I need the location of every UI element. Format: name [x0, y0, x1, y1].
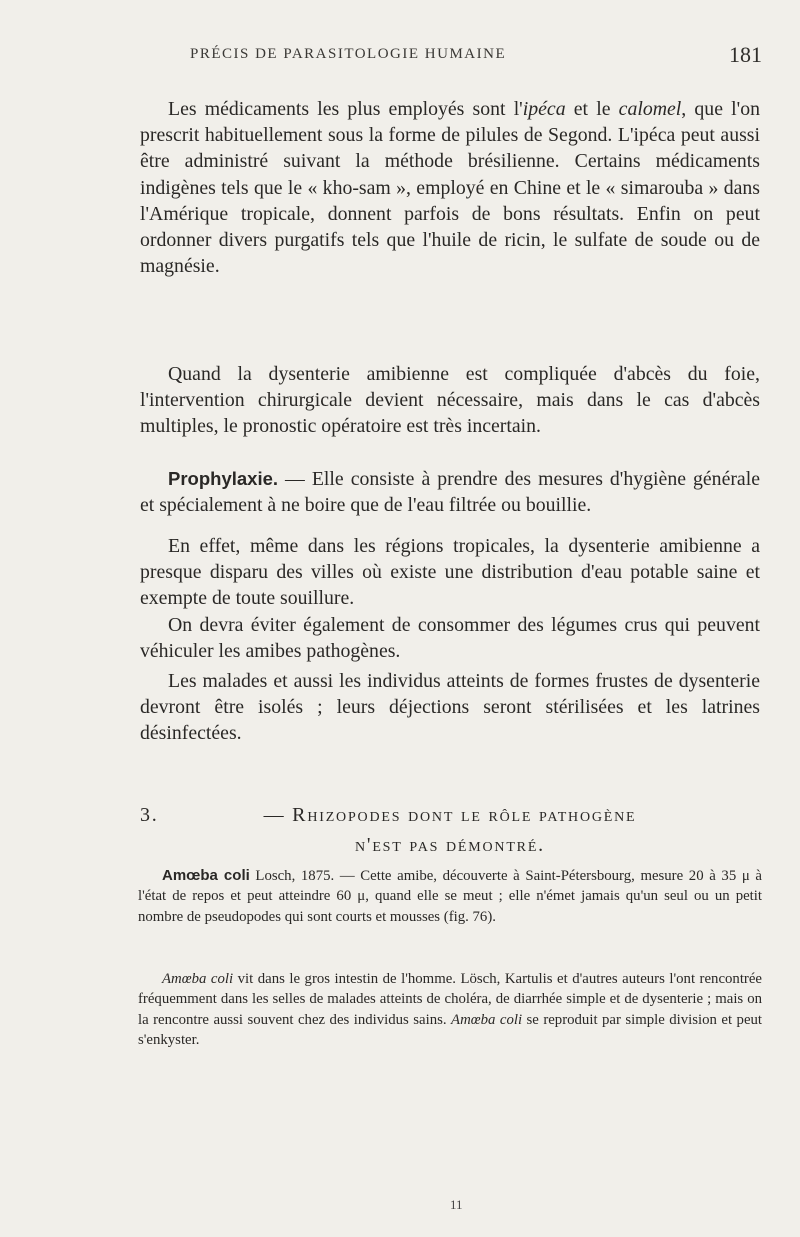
italic-term: Amœba coli [162, 971, 234, 987]
italic-term: Amœba coli [451, 1011, 523, 1028]
paragraph-amoeba-coli-description [138, 866, 762, 927]
paragraph-prophylaxis [140, 466, 760, 518]
paragraph-medications [140, 96, 760, 279]
paragraph-isolation: Les malades et aussi les individus atteints de formes frustes de dysenterie devront être isolés ; leurs déjections seront stérilisées et les latrines désinfectées. [140, 670, 760, 745]
section-title-line2: n'est pas démontré. [355, 834, 545, 856]
italic-term: calomel [618, 98, 682, 120]
text-run: et le [565, 98, 619, 120]
italic-term: ipéca [522, 98, 566, 120]
running-head [190, 42, 770, 72]
paragraph-amoeba-coli-habitat [138, 969, 762, 1051]
text-run: Losch, 1875. — Cette amibe, découverte à Saint-Pétersbourg, mesure 20 à 35 μ à l'état de repos et peut atteindre 60 μ, quand elle se meut ; elle n'émet jamais qu'un seul ou un petit nombre de pseudopodes qui sont courts et mousses (fig. 76). [138, 868, 763, 925]
run-in-heading: Amœba coli [162, 867, 250, 884]
paragraph-vegetables: On devra éviter également de consommer des légumes crus qui peuvent véhiculer les amibes pathogènes. [140, 614, 760, 663]
run-in-heading: Prophylaxie. [168, 468, 279, 489]
section-number: 3. [140, 804, 159, 826]
running-title: PRÉCIS DE PARASITOLOGIE HUMAINE [190, 46, 507, 62]
signature-mark: 11 [450, 1197, 463, 1212]
paragraph-tropical-regions: En effet, même dans les régions tropicales, la dysenterie amibienne a presque disparu des villes où existe une distribution d'eau potable saine et exempte de toute souillure. [140, 535, 760, 610]
text-run: se reproduit par simple division et peut s'enkyster. [138, 1011, 763, 1049]
section-title-line1: — Rhizopodes dont le rôle pathogène [263, 804, 637, 826]
paragraph-complications: Quand la dysenterie amibienne est compliquée d'abcès du foie, l'intervention chirurgicale devient nécessaire, mais dans le cas d'abcès multiples, le pronostic opératoire est très incertain. [140, 363, 760, 438]
section-heading [140, 800, 760, 860]
text-run: vit dans le gros intestin de l'homme. Lösch, Kartulis et d'autres auteurs l'ont rencontrée fréquemment dans les selles de malades atteints de choléra, de diarrhée simple et de dysenterie ; mais on la rencontre aussi souvent chez des individus sains. [138, 971, 762, 1028]
page-number: 181 [729, 42, 762, 67]
text-run: Les médicaments les plus employés sont l' [168, 98, 523, 120]
text-run: , que l'on prescrit habituellement sous la forme de pilules de Segond. L'ipéca peut aussi être administré suivant la méthode brésilienne. Certains médicaments indigènes tels que le « kho-sam », employé en Chine et le « simarouba » dans l'Amérique tropicale, donnent parfois de bons résultats. Enfin on peut ordonner divers purgatifs tels que l'huile de ricin, le sulfate de soude ou de magnésie. [140, 98, 760, 278]
text-run: — Elle consiste à prendre des mesures d'hygiène générale et spécialement à ne boire que de l'eau filtrée ou bouillie. [140, 468, 760, 517]
